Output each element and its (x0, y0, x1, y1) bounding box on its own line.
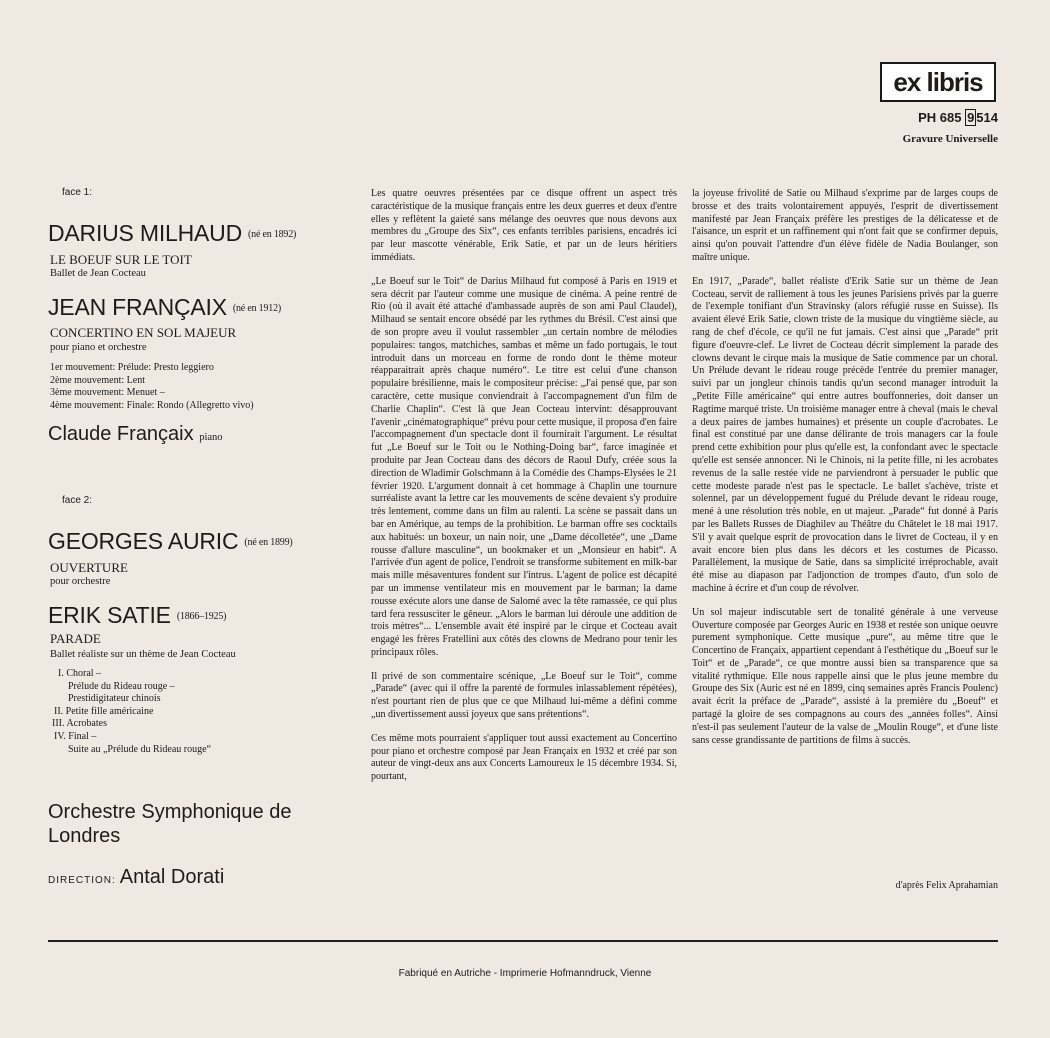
work-title: OUVERTURE (50, 560, 128, 575)
catalog-boxed-digit: 9 (967, 110, 975, 125)
parade-item: Prestidigitateur chinois (68, 693, 161, 705)
conductor (48, 866, 224, 889)
notes-paragraph: Il privé de son commentaire scénique, „Le Boeuf sur le Toit“, comme „Parade“ (avec qui il offre la parenté de formules inlassablement répétées), n'est pourtant rien de plus que ce que Milhaud lui-même a défini comme „un divertissement aussi joyeux que sans prétentions“. (371, 670, 677, 721)
notes-paragraph: „Le Boeuf sur le Toit“ de Darius Milhaud fut composé à Paris en 1919 et sera décrit par l'auteur comme une musique de cinéma. A peine rentré de Rio (où il avait été attaché d'ambassade auprès de son ami Paul Claudel), Milhaud se sentait encore obsédé par les rythmes du Brésil. C'est ainsi que de son propre aveu il voulut rassembler „un certain nombre de mélodies populaires: tangos, matchiches, sambas et même un fado portugais, le tout introduit dans un morceau en forme de rondo dont le thème moteur réapparaitrait après chaque numéro“. Le titre est celui d'une chanson populaire brésilienne, mais le compositeur précise: „J'ai pensé que, par son caractère, cette musique conviendrait à l'accompagnement d'un film de Charlie Chaplin“. C'est là que Jean Cocteau intervint: désapprouvant l'avenir „cinématographique“ prévu pour cette musique, il proposa d'en faire l'accompagnement d'un spectacle dont il fournirait l'argument. Le résultat fut „Le Boeuf sur le Toit ou le Nothing-Doing bar“, farce imaginée et produite par Jean Cocteau dans des décors de Raoul Dufy, créée sous la direction de Wladimir Golschmann à la Comédie des Champs-Elysées le 21 février 1920. L'argument donnait à cet hommage à Chaplin une tournure surréaliste avant la lettre car les mouvements de scène devaient s'y produire très lentement, comme dans un film au ralenti. La scène se passait dans un bar en Amérique, au temps de la prohibition. Le barman offre ses cocktails aux habitués: un boxeur, un nain noir, une „Dame décolletée“, une „Dame rousse d'allure masculine“, un bookmaker et un „Monsieur en habit“. A l'arrivée d'un agent de police, l'endroit se transforme subitement en milk-bar mais mille mésaventures fondent sur l'intrus. L'agent de police est décapité par un immense ventilateur mis en mouvement par le barman; la dame rousse exécute alors une danse de Salomé avec la tête ramassée, ce qui plus tard fera ressusciter le gêneur. „Alors le barman lui déroule une addition de trois mètres“... L'ensemble avait été inspiré par le cirque et Cocteau avait engagé les frères Fratellini aux côtés des clowns de Medrano pour tenir les principaux rôles. (371, 275, 677, 658)
gravure-label: Gravure Universelle (902, 133, 998, 145)
notes-paragraph: Un sol majeur indiscutable sert de tonalité générale à une verveuse Ouverture composée par Georges Auric en 1938 et restée son unique oeuvre purement symphonique. Cette musique „pure“, au même titre que le Concertino de Françaix, appartient cependant à l'esthétique du „Boeuf sur le Toit“ et de „Parade“, ce que montre aussi bien sa transparence que sa vitalité rythmique. Elle nous rappelle ainsi que le plus jeune membre du Groupe des Six (Auric est né en 1899, cinq semaines après Francis Poulenc) avait écrit la préface de „Parade“, assisté à la première du „Boeuf“ et partagé la gloire de ses compagnons au cours des „années folles“. Ainsi n'est-il pas seulement l'auteur de la valse de „Moulin Rouge“, et d'une liste sans cesse grandissante de partitions de films à succès. (692, 606, 998, 746)
composer-name: GEORGES AURIC (48, 528, 239, 554)
composer-years: (né en 1892) (248, 229, 297, 241)
movement-item: 1er mouvement: Prélude: Presto leggiero (50, 362, 214, 373)
composer-years: (né en 1912) (232, 303, 282, 315)
parade-item: I. Choral – (58, 668, 102, 679)
notes-paragraph: la joyeuse frivolité de Satie ou Milhaud s'exprime par de larges coups de brosse et des traits volontairement appuyés, l'esprit de divertissement manifesté par Jean Françaix préfère les prestiges de la délicatesse et de l'aisance, un esprit et un raffinement qui n'ont fait que se confirmer depuis, ainsi qu'on pouvait l'attendre d'un élève fidèle de Nadia Boulanger, son maître unique. (692, 188, 998, 263)
work-subtitle: Ballet de Jean Cocteau (50, 268, 146, 279)
notes-author: d'après Felix Aprahamian (895, 880, 998, 891)
notes-paragraph: Les quatre oeuvres présentées par ce disque offrent un aspect très caractéristique de la musique français entre les deux guerres et deux d'entre elles y reflètent la gaieté sans mélange des oeuvres que nous devons aux membres du „Groupe des Six“, ces enfants terribles parisiens, encadrés ici par leur mascotte vénérable, Erik Satie, et par un de leurs héritiers immédiats. (371, 188, 677, 263)
ex-libris-logo: ex libris (880, 62, 996, 102)
movement-item: 2ème mouvement: Lent (50, 374, 145, 386)
notes-paragraph: Ces même mots pourraient s'appliquer tout aussi exactement au Concertino pour piano et orchestre composé par Jean Françaix en 1932 et créé par son auteur de vingt-deux ans aux Concerts Lamoureux le 15 décembre 1934. Si, pourtant, (371, 732, 677, 783)
soloist-instrument: piano (199, 432, 223, 443)
work-subtitle: Ballet réaliste sur un thème de Jean Cocteau (50, 649, 236, 660)
notes-paragraph: En 1917, „Parade“, ballet réaliste d'Erik Satie sur un thème de Jean Cocteau, servit de ralliement à tous les jeunes Parisiens privés par la guerre de l'exemple tonifiant d'un Stravinsky (alors réfugié russe en Suisse). Ils avaient élevé Erik Satie, clown triste de la musique du vingtième siècle, au rang de chef d'école, ce qu'il ne fut jamais. C'est ainsi que „Parade“ prit figure d'oeuvre-clef. Le livret de Cocteau décrit simplement la parade des clowns devant le cirque mais la musique de Satie commence par un choral. Un Prélude devant le rideau rouge précède l'entrée du premier manager, suivi par un jongleur chinois tandis qu'un second manager introduit la „Petite Fille américaine“ qui entre autres bouffonneries, doit danser un Ragtime marqué triste. Un troisième manager entre à cheval (mais le cheval a deux paires de jambes humaines) et présente un couple d'acrobates. Le final est constitué par une danse délirante de trois managers car la foule prend cette exhibition pour plus qu'elle est, la confondant avec le spectacle qu'elle est sensée annoncer. Ni le Chinois, ni la petite fille, ni les acrobates revenus de la salle restée vide ne parviendront à persuader le public que cette modeste parade n'est pas le spectacle. Le ballet s'achève, triste et solennel, par un développement fugué du Prélude devant le rideau rouge, mené à une résolution très noble, en ut majeur. „Parade“ fut donné à Paris par les Ballets Russes de Diaghilev au Théâtre du Châtelet le 18 mai 1917. S'il y avait quelque esprit de provocation dans le livret de Cocteau, il y en avait encore bien plus dans les décors et les costumes de Picasso. Parallèlement, la musique de Satie, dans sa simplicité irréprochable, avait été mise au diapason par l'adjonction de trompes d'auto, d'un solo de machine à écrire et d'un coup de révolver. (692, 275, 998, 594)
catalog-suffix: 514 (976, 110, 998, 125)
work-title: PARADE (50, 631, 101, 646)
work-subtitle: pour piano et orchestre (50, 342, 147, 353)
parade-item: III. Acrobates (52, 718, 107, 730)
movement-list (50, 362, 254, 412)
divider (48, 940, 998, 942)
parade-item: IV. Final – (54, 730, 97, 742)
catalog-number (918, 110, 998, 125)
parade-sections (52, 668, 211, 756)
soloist-name: Claude Françaix (48, 423, 194, 445)
composer-milhaud (48, 220, 296, 247)
movement-item: 4ème mouvement: Finale: Rondo (Allegretto vivo) (50, 399, 254, 411)
composer-satie (48, 602, 226, 629)
composer-name: JEAN FRANÇAIX (48, 294, 227, 320)
face2-label: face 2: (62, 495, 93, 506)
parade-item: Prélude du Rideau rouge – (68, 680, 175, 692)
work-subtitle: pour orchestre (50, 576, 111, 587)
composer-auric (48, 528, 293, 555)
composer-years: (1866–1925) (176, 611, 227, 623)
composer-name: ERIK SATIE (48, 602, 171, 628)
work-title: CONCERTINO EN SOL MAJEUR (50, 325, 237, 340)
direction-label: DIRECTION: (48, 875, 116, 886)
catalog-prefix: PH 685 (918, 110, 962, 125)
conductor-name: Antal Dorati (119, 866, 225, 888)
notes-column-1 (371, 188, 677, 795)
face1-label: face 1: (62, 187, 93, 198)
notes-column-2 (692, 188, 998, 758)
movement-item: 3ème mouvement: Menuet – (50, 387, 165, 399)
composer-years: (né en 1899) (244, 537, 293, 549)
parade-item: II. Petite fille américaine (54, 705, 154, 717)
orchestra-name: Orchestre Symphonique de Londres (48, 801, 292, 847)
composer-name: DARIUS MILHAUD (48, 220, 243, 246)
work-title: LE BOEUF SUR LE TOIT (50, 252, 192, 267)
composer-francaix (48, 294, 281, 321)
footer: Fabriqué en Autriche - Imprimerie Hofmanndruck, Vienne (398, 968, 652, 979)
soloist (48, 423, 223, 446)
parade-item: Suite au „Prélude du Rideau rouge“ (68, 743, 212, 755)
